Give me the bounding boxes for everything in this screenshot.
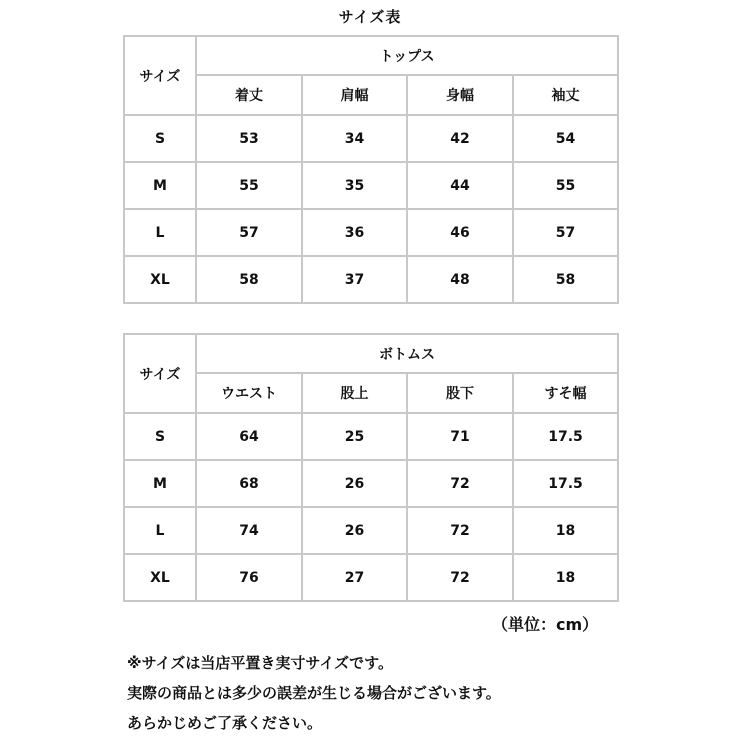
note-line: あらかじめご了承ください。 bbox=[127, 714, 323, 732]
table-cell: 57 bbox=[196, 209, 302, 256]
table-cell: 26 bbox=[302, 460, 407, 507]
size-label: XL bbox=[124, 256, 196, 303]
table-cell: 72 bbox=[407, 507, 513, 554]
column-header-hem-width: すそ幅 bbox=[513, 373, 618, 413]
table-cell: 18 bbox=[513, 507, 618, 554]
table-row bbox=[124, 256, 618, 303]
table-cell: 58 bbox=[513, 256, 618, 303]
table-cell: 46 bbox=[407, 209, 513, 256]
table-cell: 53 bbox=[196, 115, 302, 162]
table-cell: 17.5 bbox=[513, 413, 618, 460]
column-header-rise: 股上 bbox=[302, 373, 407, 413]
column-header-waist: ウエスト bbox=[196, 373, 302, 413]
unit-note: （単位：cm） bbox=[492, 615, 599, 634]
table-cell: 55 bbox=[513, 162, 618, 209]
page-title: サイズ表 bbox=[338, 8, 402, 26]
table-cell: 72 bbox=[407, 554, 513, 601]
size-column-header: サイズ bbox=[124, 36, 196, 115]
table-cell: 18 bbox=[513, 554, 618, 601]
size-label: S bbox=[124, 413, 196, 460]
table-row bbox=[124, 115, 618, 162]
table-cell: 26 bbox=[302, 507, 407, 554]
table-cell: 36 bbox=[302, 209, 407, 256]
tops-group-header: トップス bbox=[196, 36, 618, 75]
table-cell: 34 bbox=[302, 115, 407, 162]
bottoms-group-header: ボトムス bbox=[196, 334, 618, 373]
table-cell: 54 bbox=[513, 115, 618, 162]
size-label: M bbox=[124, 460, 196, 507]
table-cell: 17.5 bbox=[513, 460, 618, 507]
table-row bbox=[124, 162, 618, 209]
table-cell: 68 bbox=[196, 460, 302, 507]
table-cell: 74 bbox=[196, 507, 302, 554]
size-label: S bbox=[124, 115, 196, 162]
table-cell: 71 bbox=[407, 413, 513, 460]
table-cell: 42 bbox=[407, 115, 513, 162]
table-row bbox=[124, 507, 618, 554]
size-label: L bbox=[124, 507, 196, 554]
table-row bbox=[124, 209, 618, 256]
table-cell: 48 bbox=[407, 256, 513, 303]
column-header-shoulder: 肩幅 bbox=[302, 75, 407, 115]
size-column-header: サイズ bbox=[124, 334, 196, 413]
table-cell: 27 bbox=[302, 554, 407, 601]
tops-size-table bbox=[123, 35, 619, 304]
size-label: M bbox=[124, 162, 196, 209]
table-cell: 25 bbox=[302, 413, 407, 460]
table-cell: 72 bbox=[407, 460, 513, 507]
table-row bbox=[124, 554, 618, 601]
table-row bbox=[124, 413, 618, 460]
table-cell: 76 bbox=[196, 554, 302, 601]
bottoms-size-table bbox=[123, 333, 619, 602]
note-line: ※サイズは当店平置き実寸サイズです。 bbox=[127, 654, 393, 672]
table-cell: 55 bbox=[196, 162, 302, 209]
size-label: XL bbox=[124, 554, 196, 601]
table-cell: 35 bbox=[302, 162, 407, 209]
notes bbox=[127, 648, 501, 738]
table-row bbox=[124, 460, 618, 507]
column-header-sleeve: 袖丈 bbox=[513, 75, 618, 115]
table-cell: 57 bbox=[513, 209, 618, 256]
column-header-chest: 身幅 bbox=[407, 75, 513, 115]
note-line: 実際の商品とは多少の誤差が生じる場合がございます。 bbox=[127, 684, 501, 702]
column-header-length: 着丈 bbox=[196, 75, 302, 115]
table-cell: 44 bbox=[407, 162, 513, 209]
size-label: L bbox=[124, 209, 196, 256]
table-cell: 64 bbox=[196, 413, 302, 460]
table-cell: 37 bbox=[302, 256, 407, 303]
column-header-inseam: 股下 bbox=[407, 373, 513, 413]
table-cell: 58 bbox=[196, 256, 302, 303]
